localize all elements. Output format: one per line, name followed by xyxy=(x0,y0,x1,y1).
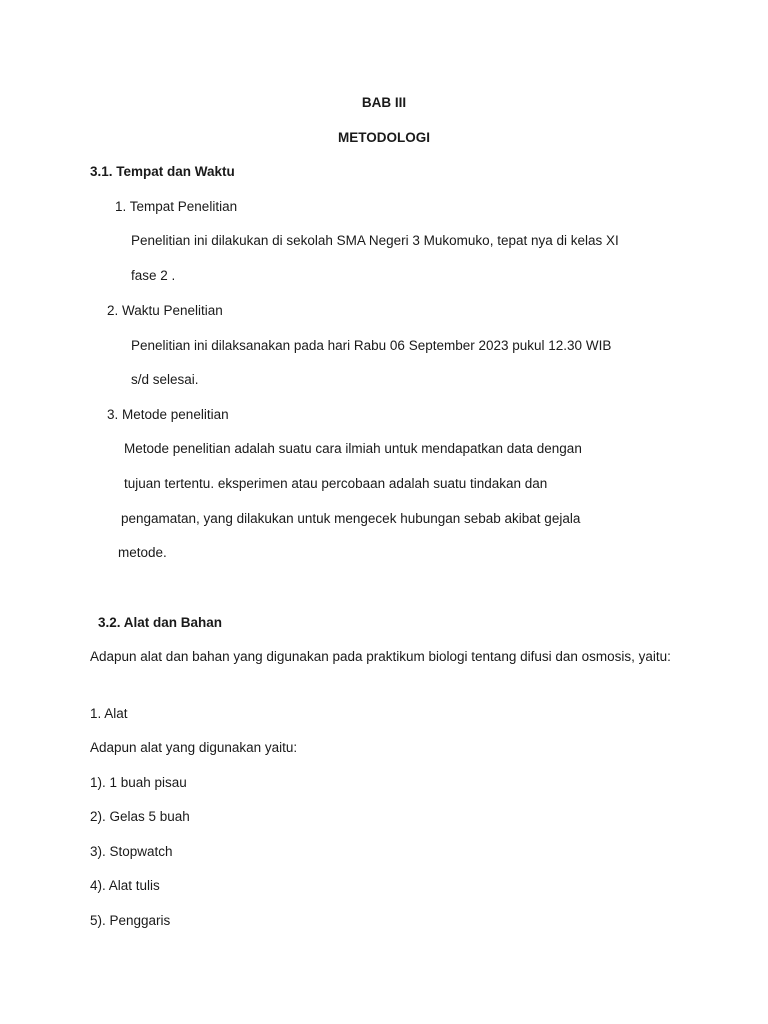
paragraph-line: pengamatan, yang dilakukan untuk mengecek hubungan sebab akibat gejala xyxy=(121,511,581,526)
subsection-label-tempat: 1. Tempat Penelitian xyxy=(115,199,238,214)
section-intro-paragraph: Adapun alat dan bahan yang digunakan pada praktikum biologi tentang difusi dan osmosis, yaitu: xyxy=(90,649,671,664)
subsection-label-waktu: 2. Waktu Penelitian xyxy=(107,303,223,318)
paragraph-line: fase 2 . xyxy=(131,268,176,283)
tools-intro: Adapun alat yang digunakan yaitu: xyxy=(90,740,298,755)
paragraph-line: s/d selesai. xyxy=(131,372,199,387)
list-item: 2). Gelas 5 buah xyxy=(90,809,190,824)
section-heading-tempat-waktu: 3.1. Tempat dan Waktu xyxy=(90,164,235,179)
paragraph-line: tujuan tertentu. eksperimen atau percobaan adalah suatu tindakan dan xyxy=(124,476,548,491)
list-item: 4). Alat tulis xyxy=(90,878,160,893)
paragraph-line: Penelitian ini dilaksanakan pada hari Rabu 06 September 2023 pukul 12.30 WIB xyxy=(131,338,612,353)
chapter-number: BAB III xyxy=(361,95,407,110)
subsection-label-metode: 3. Metode penelitian xyxy=(107,407,229,422)
section-heading-alat-bahan: 3.2. Alat dan Bahan xyxy=(98,615,223,630)
list-item: 3). Stopwatch xyxy=(90,844,173,859)
list-item: 1). 1 buah pisau xyxy=(90,775,187,790)
chapter-title: METODOLOGI xyxy=(337,130,430,145)
list-item: 5). Penggaris xyxy=(90,913,171,928)
paragraph-line: Penelitian ini dilakukan di sekolah SMA Negeri 3 Mukomuko, tepat nya di kelas XI xyxy=(131,233,619,248)
subsection-label-alat: 1. Alat xyxy=(90,706,128,721)
paragraph-line: Metode penelitian adalah suatu cara ilmiah untuk mendapatkan data dengan xyxy=(124,441,582,456)
paragraph-line: metode. xyxy=(118,545,167,560)
